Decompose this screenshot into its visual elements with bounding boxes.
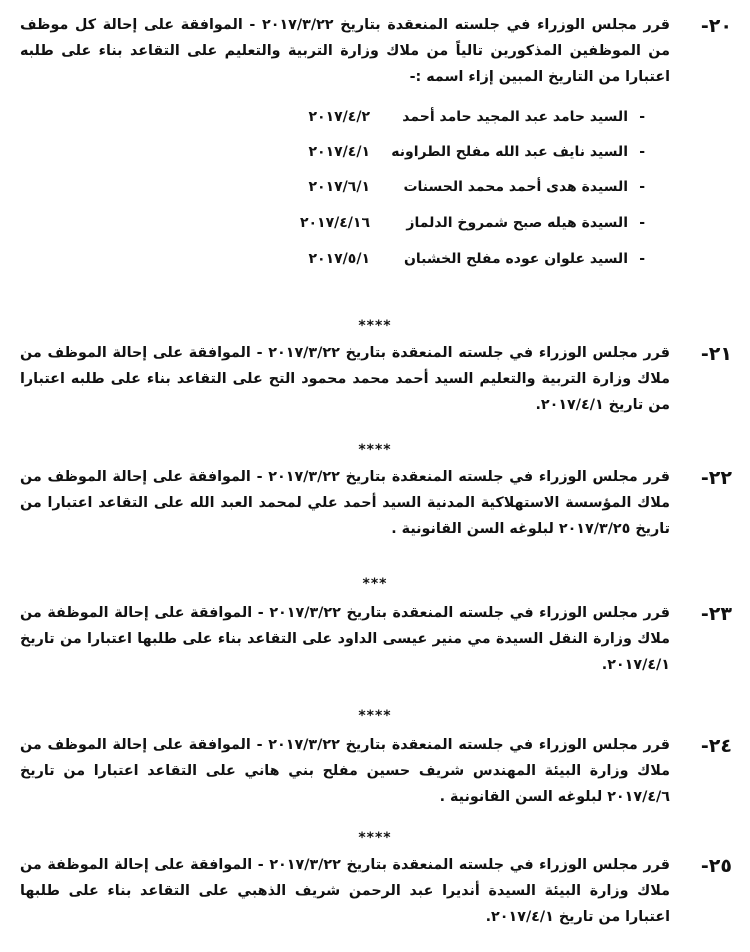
decision-item-20 <box>20 12 732 90</box>
decision-item-21 <box>20 340 732 418</box>
person-name: السيد نايف عبد الله مفلح الطراونه <box>391 144 628 160</box>
item-text: قرر مجلس الوزراء في جلسته المنعقدة بتاريخ ٢٠١٧/٣/٢٢ - الموافقة على إحالة الموظف من ملاك وزارة التربية والتعليم السيد أحمد محمد محمود التح على التقاعد بناء على طلبه اعتبارا من تاريخ ٢٠١٧/٤/١. <box>20 345 670 413</box>
list-item: - السيدة هدى أحمد محمد الحسنات ٢٠١٧/٦/١ <box>308 179 645 195</box>
item-text: قرر مجلس الوزراء في جلسته المنعقدة بتاريخ ٢٠١٧/٣/٢٢ - الموافقة على إحالة الموظف من ملاك المؤسسة الاستهلاكية المدنية السيد أحمد علي لمحمد العبد الله على التقاعد اعتبارا من تاريخ ٢٠١٧/٣/٢٥ لبلوغه السن القانونية . <box>20 469 670 537</box>
separator-stars: **** <box>358 830 392 846</box>
item-number: ٢٢- <box>700 467 732 489</box>
separator-stars: **** <box>358 708 392 724</box>
list-item: - السيدة هيله صبح شمروخ الدلماز ٢٠١٧/٤/١٦ <box>299 215 645 231</box>
item-number: ٢٤- <box>700 735 732 757</box>
decision-item-25 <box>20 852 732 930</box>
person-name: السيدة هدى أحمد محمد الحسنات <box>403 179 628 195</box>
decision-item-23 <box>20 600 732 678</box>
separator-stars: **** <box>358 318 392 334</box>
decision-item-22 <box>20 464 732 542</box>
list-item: - السيد نايف عبد الله مفلح الطراونه ٢٠١٧/٤/١ <box>308 144 645 160</box>
person-date: ٢٠١٧/٤/٢ <box>308 109 370 125</box>
person-date: ٢٠١٧/٤/١٦ <box>299 215 370 231</box>
person-name: السيد حامد عبد المجيد حامد أحمد <box>402 109 628 125</box>
item-text: قرر مجلس الوزراء في جلسته المنعقدة بتاريخ ٢٠١٧/٣/٢٢ - الموافقة على إحالة الموظفة من ملاك وزارة النقل السيدة مي منير عيسى الداود على التقاعد بناء على طلبها اعتبارا من تاريخ ٢٠١٧/٤/١. <box>20 605 670 673</box>
person-name: السيدة هيله صبح شمروخ الدلماز <box>406 215 628 231</box>
item-number: ٢١- <box>700 343 732 365</box>
list-item: - السيد حامد عبد المجيد حامد أحمد ٢٠١٧/٤/٢ <box>308 109 645 125</box>
item-number: ٢٥- <box>700 855 732 877</box>
item-number: ٢٠- <box>700 15 732 37</box>
item-number: ٢٣- <box>700 603 732 625</box>
person-date: ٢٠١٧/٤/١ <box>308 144 370 160</box>
item-text: قرر مجلس الوزراء في جلسته المنعقدة بتاريخ ٢٠١٧/٣/٢٢ - الموافقة على إحالة كل موظف من الموظفين المذكورين تالياً من ملاك وزارة التربية والتعليم على التقاعد بناء على طلبه اعتبارا من التاريخ المبين إزاء اسمه :- <box>20 17 670 85</box>
item-text: قرر مجلس الوزراء في جلسته المنعقدة بتاريخ ٢٠١٧/٣/٢٢ - الموافقة على إحالة الموظفة من ملاك وزارة البيئة السيدة أنديرا عبد الرحمن شريف الذهبي على التقاعد بناء على طلبها اعتبارا من تاريخ ٢٠١٧/٤/١. <box>20 857 670 925</box>
person-date: ٢٠١٧/٦/١ <box>308 179 370 195</box>
item-text: قرر مجلس الوزراء في جلسته المنعقدة بتاريخ ٢٠١٧/٣/٢٢ - الموافقة على إحالة الموظف من ملاك وزارة البيئة المهندس شريف حسين مفلح بني هاني على التقاعد اعتبارا من تاريخ ٢٠١٧/٤/٦ لبلوغه السن القانونية . <box>20 737 670 805</box>
separator-stars: *** <box>362 576 388 592</box>
person-name: السيد علوان عوده مفلح الخشبان <box>403 251 628 267</box>
separator-stars: **** <box>358 442 392 458</box>
person-date: ٢٠١٧/٥/١ <box>308 251 370 267</box>
decision-item-24 <box>20 732 732 810</box>
list-item: - السيد علوان عوده مفلح الخشبان ٢٠١٧/٥/١ <box>308 251 645 267</box>
